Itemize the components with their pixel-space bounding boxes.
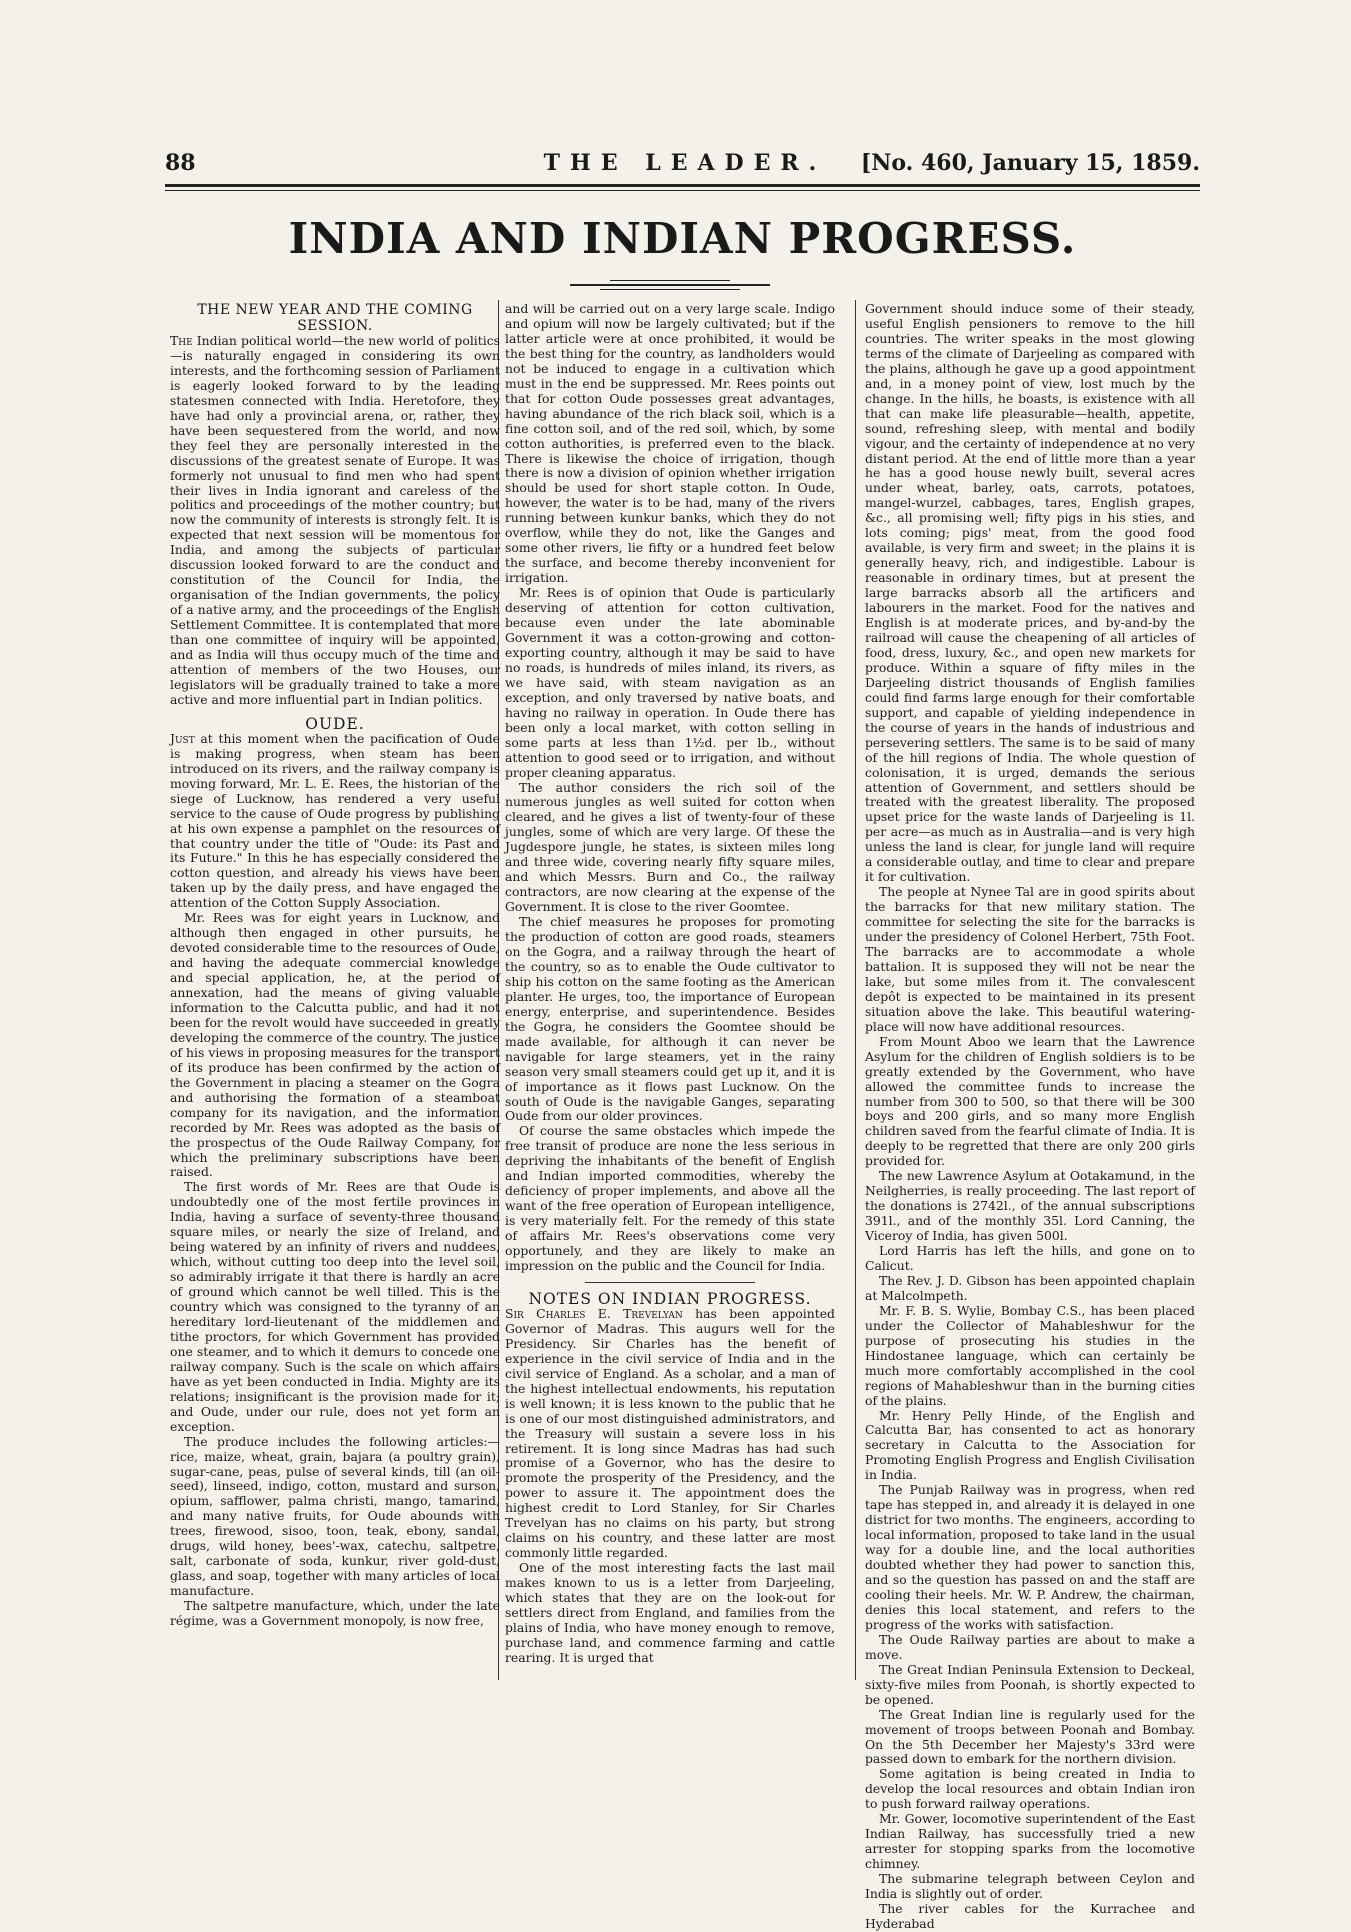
paragraph: The people at Nynee Tal are in good spirits about the barracks for that new military station. The committee for selecting the site for the barracks is under the presidency of Colonel Herbert, 75th Foot. The barracks are to accommodate a whole battalion. It is supposed they will not be near the lake, but some miles from it. The convalescent depôt is expected to be maintained in its present situation above the lake. This beautiful watering-place will now have additional resources. [865, 884, 1195, 1034]
section-heading: THE NEW YEAR AND THE COMING SESSION. [197, 302, 473, 334]
paragraph: The Rev. J. D. Gibson has been appointed chaplain at Malcolmpeth. [865, 1272, 1195, 1303]
column-2 [505, 302, 835, 1666]
paragraph: The Great Indian line is regularly used for the movement of troops between Poonah and Bombay. On the 5th December her Majesty's 33rd were passed down to embark for the northern division. [865, 1706, 1195, 1767]
paragraph: The new Lawrence Asylum at Ootakamund, in the Neilgherries, is really proceeding. The last report of the donations is 2742l., of the annual subscriptions 391l., and of the monthly 35l. Lord Canning, the Viceroy of India, has given 500l. [865, 1168, 1195, 1244]
paragraph: Of course the same obstacles which impede the free transit of produce are none the less serious in depriving the inhabitants of the benefit of English and Indian imported commodities, whereby the deficiency of proper implements, and above all the want of the free operation of European intelligence, is very materially felt. For the remedy of this state of affairs Mr. Rees's observations come very opportunely, and they are likely to make an impression on the public and the Council for India. [505, 1123, 835, 1273]
paragraph: Some agitation is being created in India to develop the local resources and obtain Indian iron to push forward railway operations. [865, 1766, 1195, 1812]
page-title: INDIA AND INDIAN PROGRESS. [288, 214, 1077, 263]
paragraph: The Indian political world—the new world of politics—is naturally engaged in considering its own interests, and the forthcoming session of Parliament is eagerly looked forward to by the leading statesmen connected with India. Heretofore, they have had only a provincial arena, or, rather, they have been sequestered from the world, and now they feel they are personally interested in the discussions of the greatest senate of Europe. It was formerly not unusual to find men who had spent their lives in India ignorant and careless of the politics and proceedings of the mother country; but now the community of interests is strongly felt. It is expected that next session will be momentous for India, and among the subjects of particular discussion looked forward to are the conduct and constitution of the Council for India, the organisation of the Indian governments, the policy of a native army, and the proceedings of the English Settlement Committee. It is contemplated that more than one committee of inquiry will be appointed, and as India will thus occupy much of the time and attention of members of the two Houses, our legislators will be gradually trained to take a more active and more influential part in Indian politics. [170, 333, 500, 707]
paragraph: Sir Charles E. Trevelyan has been appointed Governor of Madras. This augurs well for the Presidency. Sir Charles has the benefit of experience in the civil service of India and in the civil service of England. As a scholar, and a man of the highest intellectual endowments, his reputation is well known; it is less known to the public that he is one of our most distinguished administrators, and the Treasury will sustain a severe loss in his retirement. It is long since Madras has had such promise of a Governor, who has the desire to promote the prosperity of the Presidency, and the power to assure it. The appointment does the highest credit to Lord Stanley, for Sir Charles Trevelyan has no claims on his party, but strong claims on his country, and these latter are most commonly little regarded. [505, 1305, 835, 1561]
lead-word: The [170, 333, 193, 348]
paragraph: The author considers the rich soil of the numerous jungles as well suited for cotton when cleared, and he gives a list of twenty-four of these jungles, some of which are very large. Of these the Jugdespore jungle, he states, is sixteen miles long and three wide, covering nearly fifty square miles, and which Messrs. Burn and Co., the railway contractors, are now clearing at the expense of the Government. It is close to the river Goomtee. [505, 779, 835, 915]
issue-date: [No. 460, January 15, 1859. [860, 150, 1200, 176]
title-ornament [570, 280, 770, 296]
paragraph: Lord Harris has left the hills, and gone on to Calicut. [865, 1243, 1195, 1273]
paragraph: Government should induce some of their steady, useful English pensioners to remove to the hill countries. The writer speaks in the most glowing terms of the climate of Darjeeling as compared with the plains, although he gave up a good appointment and, in a money point of view, lost much by the change. In the hills, he boasts, is existence with all that can make life pleasurable—health, appetite, sound, refreshing sleep, with mental and bodily vigour, and the certainty of independence at no very distant period. At the end of little more than a year he has a good house newly built, several acres under wheat, barley, oats, carrots, potatoes, mangel-wurzel, cabbages, tares, English grapes, &c., all promising well; fifty pigs in his sties, and lots coming; pigs' meat, from the good food available, is very firm and sweet; in the plains it is generally heavy, rich, and indigestible. Labour is reasonable in ordinary times, but at present the large barracks absorb all the artificers and labourers in the market. Food for the natives and English is at moderate prices, and by-and-by the railroad will cause the cheapening of all articles of food, dress, luxury, &c., and open new markets for produce. Within a square of fifty miles in the Darjeeling district thousands of English families could find farms large enough for their comfortable support, and capable of yielding independence in the course of years in the hands of industrious and persevering settlers. The same is to be said of many of the hill regions of India. The whole question of colonisation, it is urged, demands the serious attention of Government, and settlers should be treated with the greatest liberality. The proposed upset price for the waste lands of Darjeeling is 1l. per acre—as much as in Australia—and is very high unless the land is clear, for jungle land will require a considerable outlay, and time to clear and prepare it for cultivation. [865, 301, 1195, 885]
paragraph: The Great Indian Peninsula Extension to Deckeal, sixty-five miles from Poonah, is shortly expected to be opened. [865, 1661, 1195, 1707]
column-rule [855, 300, 856, 1680]
paragraph: The chief measures he proposes for promoting the production of cotton are good roads, steamers on the Gogra, and a railway through the heart of the country, so as to enable the Oude cultivator to ship his cotton on the same footing as the American planter. He urges, too, the importance of European energy, enterprise, and superintendence. Besides the Gogra, he considers the Goomtee should be made available, for although it can never be navigable for large steamers, yet in the rainy season very small steamers could get up it, and it is of importance as it flows past Lucknow. On the south of Oude is the navigable Ganges, separating Oude from our older provinces. [505, 914, 835, 1124]
section-heading: NOTES ON INDIAN PROGRESS. [528, 1289, 812, 1308]
section-divider [585, 1282, 755, 1283]
paragraph: The Oude Railway parties are about to make a move. [865, 1631, 1195, 1662]
paragraph: From Mount Aboo we learn that the Lawrence Asylum for the children of English soldiers is to be greatly extended by the Government, who have allowed the committee funds to increase the number from 300 to 500, so that there will be 300 boys and 200 girls, and so many more English children saved from the fearful climate of India. It is deeply to be regretted that there are only 200 girls provided for. [865, 1033, 1195, 1169]
page-number: 88 [165, 150, 196, 176]
paragraph: Just at this moment when the pacification of Oude is making progress, when steam has been introduced on its rivers, and the railway company is moving forward, Mr. L. E. Rees, the historian of the siege of Lucknow, has rendered a very useful service to the cause of Oude progress by publishing at his own expense a pamphlet on the resources of that country under the title of "Oude: its Past and its Future." In this he has especially considered the cotton question, and already his views have been taken up by the daily press, and have engaged the attention of the Cotton Supply Association. [170, 730, 500, 911]
paragraph: The saltpetre manufacture, which, under the late régime, was a Government monopoly, is now free, [170, 1598, 500, 1629]
paragraph: Mr. Gower, locomotive superintendent of the East Indian Railway, has successfully tried a new arrester for stopping sparks from the locomotive chimney. [865, 1811, 1195, 1872]
paragraph: One of the most interesting facts the last mail makes known to us is a letter from Darjeeling, which states that they are on the look-out for settlers direct from England, and families from the plains of India, who have money enough to remove, purchase land, and commence farming and cattle rearing. It is urged that [505, 1560, 835, 1665]
header-rule-thin [165, 190, 1200, 191]
paragraph: The Punjab Railway was in progress, when red tape has stepped in, and already it is delayed in one district for two months. The engineers, according to local information, proposed to take land in the usual way for a double line, and the local authorities doubted whether they had power to sanction this, and so the question has passed on and the staff are cooling their heels. Mr. W. P. Andrew, the chairman, denies this local statement, and refers to the progress of the works with satisfaction. [865, 1482, 1195, 1632]
paragraph: Mr. Rees was for eight years in Lucknow, and although then engaged in other pursuits, he devoted considerable time to the resources of Oude, and having the adequate commercial knowledge and special application, he, at the period of annexation, had the means of giving valuable information to the Calcutta public, and had it not been for the revolt would have succeeded in greatly developing the commerce of the country. The justice of his views in proposing measures for the transport of its produce has been confirmed by the action of the Government in placing a steamer on the Gogra and authorising the formation of a steamboat company for its navigation, and the information recorded by Mr. Rees was adopted as the basis of the prospectus of the Oude Railway Company, for which the preliminary subscriptions have been raised. [170, 910, 500, 1180]
page-header [165, 150, 1200, 180]
paragraph: The river cables for the Kurrachee and Hyderabad [865, 1900, 1195, 1931]
section-heading: OUDE. [305, 714, 365, 733]
masthead: THE LEADER. [543, 150, 827, 176]
paragraph: The first words of Mr. Rees are that Oude is undoubtedly one of the most fertile provinces in India, having a surface of seventy-three thousand square miles, or nearly the size of Ireland, and being watered by an infinity of rivers and nuddees, which, without cutting too deep into the level soil, so admirably irrigate it that there is hardly an acre of ground which cannot be well tilled. This is the country which was consigned to the tyranny of an hereditary lord-lieutenant of the middlemen and tithe proctors, for which Government has provided one steamer, and to which it demurs to concede one railway company. Such is the scale on which affairs have as yet been conducted in India. Mighty are its relations; insignificant is the provision made for it; and Oude, under our rule, does not yet form an exception. [170, 1179, 500, 1434]
paragraph: Mr. Henry Pelly Hinde, of the English and Calcutta Bar, has consented to act as honorary secretary in Calcutta to the Association for Promoting English Progress and English Civilisation in India. [865, 1407, 1195, 1483]
header-rule [165, 184, 1200, 187]
paragraph: The submarine telegraph between Ceylon and India is slightly out of order. [865, 1871, 1195, 1902]
lead-word: Sir Charles E. Trevelyan [505, 1305, 683, 1321]
paragraph: Mr. Rees is of opinion that Oude is particularly deserving of attention for cotton cultivation, because even under the late abominable Government it was a cotton-growing and cotton-exporting country, although it may be said to have no roads, is hundreds of miles inland, its rivers, as we have said, with steam navigation as an exception, and only traversed by native boats, and having no railway in operation. In Oude there has been only a local market, with cotton selling in some parts at less than 1½d. per lb., without attention to good seed or to irrigation, and without proper cleaning apparatus. [505, 585, 835, 780]
paragraph: and will be carried out on a very large scale. Indigo and opium will now be largely cultivated; but if the latter article were at once prohibited, it would be the best thing for the country, as landholders would not be induced to engage in a cultivation which must in the end be suppressed. Mr. Rees points out that for cotton Oude possesses great advantages, having abundance of the rich black soil, which is a fine cotton soil, and of the red soil, which, by some cotton authorities, is preferred even to the black. There is likewise the choice of irrigation, though there is now a division of opinion whether irrigation should be used for short staple cotton. In Oude, however, the water is to be had, many of the rivers running between kunkur banks, which they do not overflow, while they do not, like the Ganges and some other rivers, lie fifty or a hundred feet below the surface, and become thereby inconvenient for irrigation. [505, 301, 835, 586]
paragraph: The produce includes the following articles:—rice, maize, wheat, grain, bajara (a poultry grain), sugar-cane, peas, pulse of several kinds, till (an oil-seed), linseed, indigo, cotton, mustard and surson, opium, safflower, palma christi, mango, tamarind, and many native fruits, for Oude abounds with trees, firewood, sisoo, toon, teak, ebony, sandal, drugs, wild honey, bees'-wax, catechu, saltpetre, salt, carbonate of soda, kunkur, river gold-dust, glass, and soap, together with many articles of local manufacture. [170, 1433, 500, 1599]
column-1 [170, 302, 500, 1629]
paragraph: Mr. F. B. S. Wylie, Bombay C.S., has been placed under the Collector of Mahableshwur for the purpose of prosecuting his studies in the Hindostanee language, which can certainly be much more comfortably accomplished in the cool regions of Mahableshwur than in the burning cities of the plains. [865, 1302, 1195, 1408]
column-3 [865, 302, 1195, 1932]
lead-word: Just [170, 730, 195, 746]
